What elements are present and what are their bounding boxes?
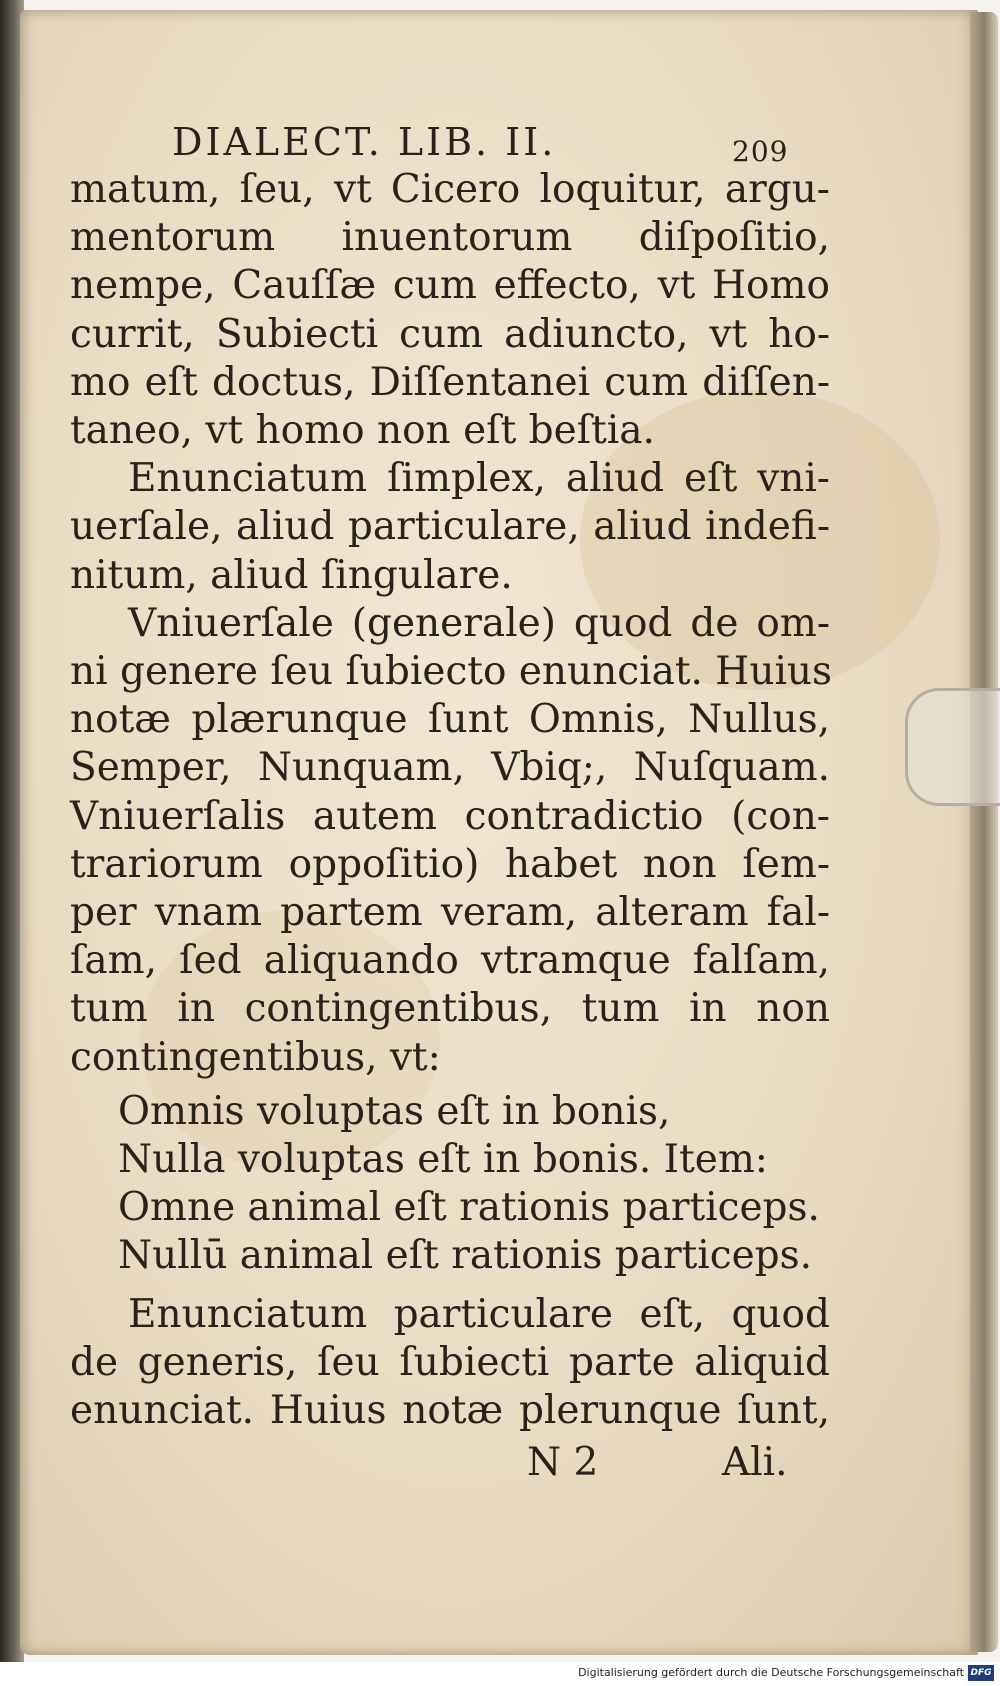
paragraph: [70, 166, 830, 455]
text-line: nitum, aliud ſingulare.: [70, 552, 513, 598]
text-line: nempe, Cauſſæ cum effecto, vt Homo: [70, 263, 830, 309]
funding-credit: Digitalisierung gefördert durch die Deutsche Forschungsgemeinschaft: [578, 1666, 964, 1679]
text-line: de generis, ſeu ſubiecti parte aliquid: [70, 1339, 830, 1385]
verse-line: Omne animal eſt rationis particeps.: [118, 1185, 820, 1231]
dfg-logo-icon: DFG: [968, 1665, 994, 1681]
digitization-footer: [0, 1662, 1000, 1686]
example-verses: [70, 1088, 830, 1281]
bookmark-clip: [905, 688, 1000, 806]
running-head: DIALECT. LIB. II.: [172, 120, 557, 164]
verse-line: Nulla voluptas eſt in bonis. Item:: [118, 1137, 768, 1183]
page-number: 209: [732, 135, 789, 168]
text-line: Enunciatum particulare eſt, quod: [128, 1291, 830, 1337]
text-line: taneo, vt homo non eſt beſtia.: [70, 408, 655, 454]
text-line: mentorum inuentorum diſpoſitio,: [70, 215, 830, 261]
text-line: Semper, Nunquam, Vbiq;, Nuſquam.: [70, 745, 830, 791]
catchword: Ali.: [722, 1440, 788, 1486]
paragraph: [70, 455, 830, 600]
paragraph: [70, 1291, 830, 1436]
page-fore-edge: [970, 12, 998, 1652]
page-header: [70, 110, 830, 166]
paragraph: [70, 600, 833, 1082]
verse-line: Omnis voluptas eſt in bonis,: [118, 1088, 671, 1134]
text-line: tum in contingentibus, tum in non: [70, 986, 830, 1032]
page-footer: [70, 1439, 830, 1489]
text-line: mo eſt doctus, Diſſentanei cum diſſen-: [70, 359, 830, 405]
text-line: notæ plærunque ſunt Omnis, Nullus,: [70, 697, 830, 743]
page-text: [70, 110, 833, 1489]
text-line: enunciat. Huius notæ plerunque ſunt,: [70, 1388, 830, 1434]
text-line: Vniuerſale (generale) quod de om-: [128, 600, 830, 646]
text-line: currit, Subiecti cum adiuncto, vt ho-: [70, 311, 830, 357]
text-line: Enunciatum ſimplex, aliud eſt vni-: [128, 456, 830, 502]
text-line: matum, ſeu, vt Cicero loquitur, argu-: [70, 167, 830, 212]
text-line: ni genere ſeu ſubiecto enunciat. Huius: [70, 649, 833, 695]
signature-mark: N 2: [527, 1440, 599, 1486]
text-line: per vnam partem veram, alteram fal-: [70, 890, 830, 936]
text-line: trariorum oppoſitio) habet non ſem-: [70, 841, 830, 887]
text-line: uerſale, aliud particulare, aliud indefi-: [70, 504, 830, 550]
text-line: ſam, ſed aliquando vtramque falſam,: [70, 938, 830, 984]
text-line: contingentibus, vt:: [70, 1034, 441, 1080]
verse-line: Nullū animal eſt rationis particeps.: [118, 1233, 813, 1279]
text-line: Vniuerſalis autem contradictio (con-: [70, 793, 830, 839]
